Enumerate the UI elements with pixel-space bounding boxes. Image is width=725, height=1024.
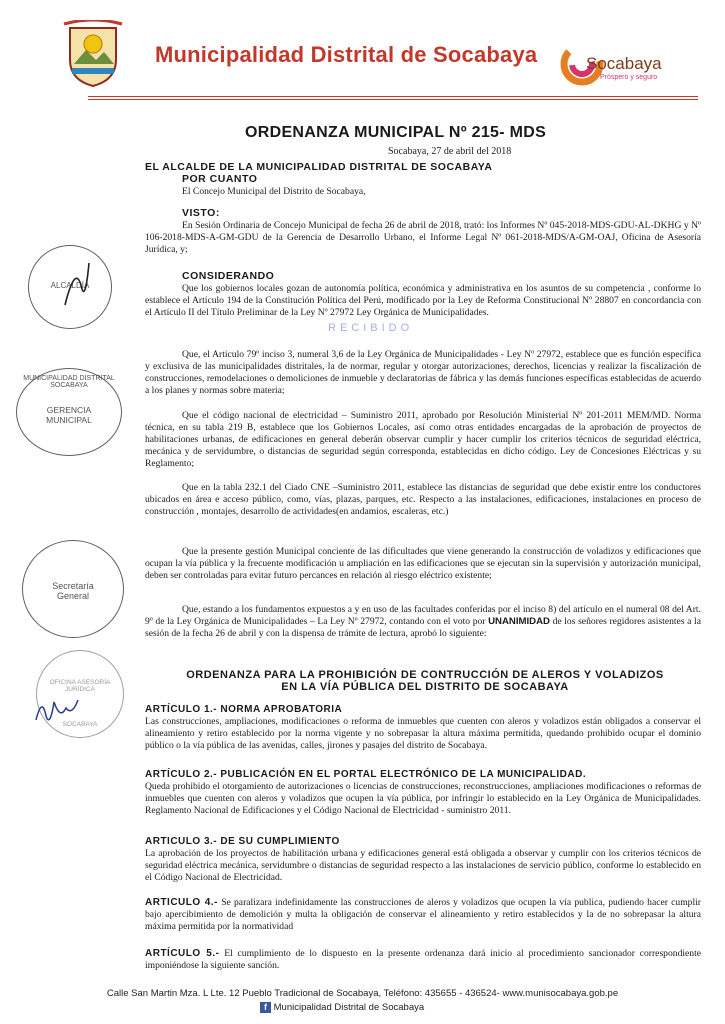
header-title: Municipalidad Distrital de Socabaya xyxy=(155,42,538,67)
article-1-text: Las construcciones, ampliaciones, modificaciones o reforma de inmuebles que cuenten con aleros y voladizos están obligados a conservar el alineamiento y retiro establecido por la norma vigente y no sobrepasar la altura máxima permitida, quedando prohibido ocupar el dominio público o la vía pública de las avenidas, calles, jirones y pasajes del distrito de Socabaya. xyxy=(145,716,701,751)
socabaya-brand-logo xyxy=(560,40,700,90)
signature-mark-2 xyxy=(32,690,82,730)
article-5-text: El cumplimiento de lo dispuesto en la presente ordenanza dará inicio al procedimiento sancionador correspondiente imponiéndose la siguiente sanción. xyxy=(145,948,702,971)
considerando-6-text-a: Que, estando a los fundamentos expuestos a y en uso de las facultades conferidas por el inciso 8) del artículo en el numeral 08 del Art. 9º de la Ley Orgánica de Municipalidades – La Ley Nº 27972, contando con el voto por xyxy=(145,604,701,627)
seal-gerencia-label: GERENCIA MUNICIPAL xyxy=(46,405,92,425)
brand-logo-tagline: Próspero y seguro xyxy=(600,74,658,81)
header-rule-secondary xyxy=(88,99,698,100)
por-cuanto-text: El Concejo Municipal del Distrito de Socabaya, xyxy=(182,186,366,197)
article-4-heading: ARTICULO 4.- xyxy=(145,897,218,908)
facebook-icon: f xyxy=(260,1002,271,1013)
ordinance-title-line-1: ORDENANZA PARA LA PROHIBICIÓN DE CONTRUCCIÓN DE ALEROS Y VOLADIZOS xyxy=(186,669,664,681)
article-1-heading: ARTÍCULO 1.- NORMA APROBATORIA xyxy=(145,704,343,715)
footer-facebook xyxy=(260,1002,424,1013)
document-date: Socabaya, 27 de abril del 2018 xyxy=(388,146,512,157)
visto-text: En Sesión Ordinaria de Concejo Municipal de fecha 26 de abril de 2018, trató: los Informes Nº 045-2018-MDS-GDU-AL-DKHG y Nº 106-2018-MDS-A-GM-GDU de la Gerencia de Desarrollo Urbano, el Informe Legal Nº 061-2018-MDS/A-GM-OAJ, Oficina de Asesoría Jurídica, y; xyxy=(145,220,701,255)
secretaria-seal xyxy=(22,540,124,638)
seal-gerencia-ring: MUNICIPALIDAD DISTRITAL SOCABAYA xyxy=(23,375,115,389)
considerando-paragraph-3: Que el código nacional de electricidad – Suministro 2011, aprobado por Resolución Ministerial Nº 201-2011 MEM/MD. Norma técnica, en su tabla 219 B, establece que los Gobiernos Locales, así como otras entidades encargadas de la aprobación de proyectos de habilitaciones urbanas, de edificaciones en general deberán observar cumplir y hacer cumplir los criterios técnicos de seguridad eléctrica, mecánica y de servidumbre, o distancias de seguridad según corresponda, establecidas en dicho código. Ley de Concesiones Eléctricas y su Reglamento; xyxy=(145,410,701,469)
heading-considerando: CONSIDERANDO xyxy=(182,270,275,282)
seal-asesoria-ring: SOCABAYA xyxy=(62,721,98,728)
brand-logo-text: Socabaya xyxy=(586,54,662,73)
municipal-crest-logo xyxy=(62,20,124,88)
article-5 xyxy=(145,948,701,972)
article-3-heading: ARTICULO 3.- DE SU CUMPLIMIENTO xyxy=(145,836,340,847)
article-4 xyxy=(145,897,701,933)
considerando-paragraph-4: Que en la tabla 232.1 del Ciado CNE –Suministro 2011, establece las distancias de seguridad que debe existir entre los conductores ubicados en área e acceso público, como, vías, plazas, parques, etc. Respecto a las instalaciones, edificaciones, instalaciones en proceso de construcción , montajes, desarrollo de actividades(en andamios, escaleras, etc.) xyxy=(145,482,701,517)
considerando-paragraph-5: Que la presente gestión Municipal conciente de las dificultades que viene generando la construcción de voladizos y edificaciones que ocupan la vía pública y la frecuente modificación u ampliación en las edificaciones que se ejecutan sin la supervisión y autorización municipal, deben ser controladas para evitar futuro percances en relación al riesgo eléctrico existente; xyxy=(145,546,701,581)
considerando-paragraph-6 xyxy=(145,604,701,640)
document-title: ORDENANZA MUNICIPAL Nº 215- MDS xyxy=(245,124,547,141)
heading-visto: VISTO: xyxy=(182,207,220,219)
considerando-6-text-b: de los señores regidores asistentes a la sesión de la fecha 26 de abril y con la dispensa de trámite de lectura, aprobó lo siguiente: xyxy=(145,616,701,639)
article-4-text: Se paralizara indefinidamente las construcciones de aleros y voladizos que ocupen la vía publica, pudiendo hacer cumplir bajo apercibimiento de demolición y multa la obligación de conservar el alineamiento y retiro establecidos y la de no sobrepasar la altura máxima permitida por la normatividad xyxy=(145,897,701,932)
seal-alcaldia-label: ALCALDÍA xyxy=(50,281,90,290)
article-2-heading: ARTÍCULO 2.- PUBLICACIÓN EN EL PORTAL ELECTRÓNICO DE LA MUNICIPALIDAD. xyxy=(145,769,587,780)
heading-por-cuanto: POR CUANTO xyxy=(182,173,258,185)
considerando-6-unanimidad: UNANIMIDAD xyxy=(488,616,550,627)
signature-mark xyxy=(55,255,95,315)
seal-asesoria-label: OFICINA ASESORÍA JURÍDICA xyxy=(49,679,111,693)
heading-alcalde: EL ALCALDE DE LA MUNICIPALIDAD DISTRITAL DE SOCABAYA xyxy=(145,161,493,173)
header-rule xyxy=(88,96,698,97)
article-2-text: Queda prohibido el otorgamiento de autorizaciones o licencias de construcciones, reconstrucciones, ampliaciones modificaciones o reformas de inmuebles que cuenten con aleros y voladizos que ocupen la vía pública, por infringir lo establecido en la Ley Orgánica de Municipalidades. Reglamento Nacional de Edificaciones y el Código Nacional de Electricidad - suministro 2011. xyxy=(145,781,701,816)
ordinance-title-line-2: EN LA VÍA PÚBLICA DEL DISTRITO DE SOCABAYA xyxy=(281,681,569,693)
considerando-paragraph-2: Que, el Artículo 79º inciso 3, numeral 3,6 de la Ley Orgánica de Municipalidades - Ley Nº 27972, establece que es función específica y exclusiva de las municipalidades distritales, la de normar, regular y otorgar autorizaciones, derechos, licencias y realizar la fiscalización de construcciones, remodelaciones o demoliciones de inmueble y declaratorias de fábrica y las demás funciones específicas establecidas de acuerdo a los planes y normas sobre materia; xyxy=(145,349,701,396)
footer-address: Calle San Martin Mza. L Lte. 12 Pueblo Tradicional de Socabaya, Teléfono: 435655 - 436524- www.munisocabaya.gob.pe xyxy=(106,988,619,999)
article-3-text: La aprobación de los proyectos de habilitación urbana y edificaciones general está obligada a observar y cumplir con los criterios técnicos de seguridad eléctrica mecánica, servidumbre o distancias de seguridad respecto a las instalaciones de servicio público, conforme lo establecido en el Código Nacional de Electricidad. xyxy=(145,848,701,883)
footer-facebook-label: Municipalidad Distrital de Socabaya xyxy=(273,1002,425,1014)
gerencia-seal xyxy=(16,368,122,456)
received-stamp: RECIBIDO xyxy=(328,322,414,334)
seal-secretaria-label: Secretaría General xyxy=(52,581,94,601)
article-5-heading: ARTÍCULO 5.- xyxy=(145,948,220,959)
considerando-paragraph-1: Que los gobiernos locales gozan de autonomía política, económica y administrativa en los asuntos de su competencia , conforme lo establece el Artículo 194 de la Constitución Política del Perú, modificado por la Ley de Reforma Constitucional Nº 28807 en concordancia con el Artículo II del Título Preliminar de la Ley Nº 27972 Ley Orgánica de Municipalidades. xyxy=(145,283,701,318)
